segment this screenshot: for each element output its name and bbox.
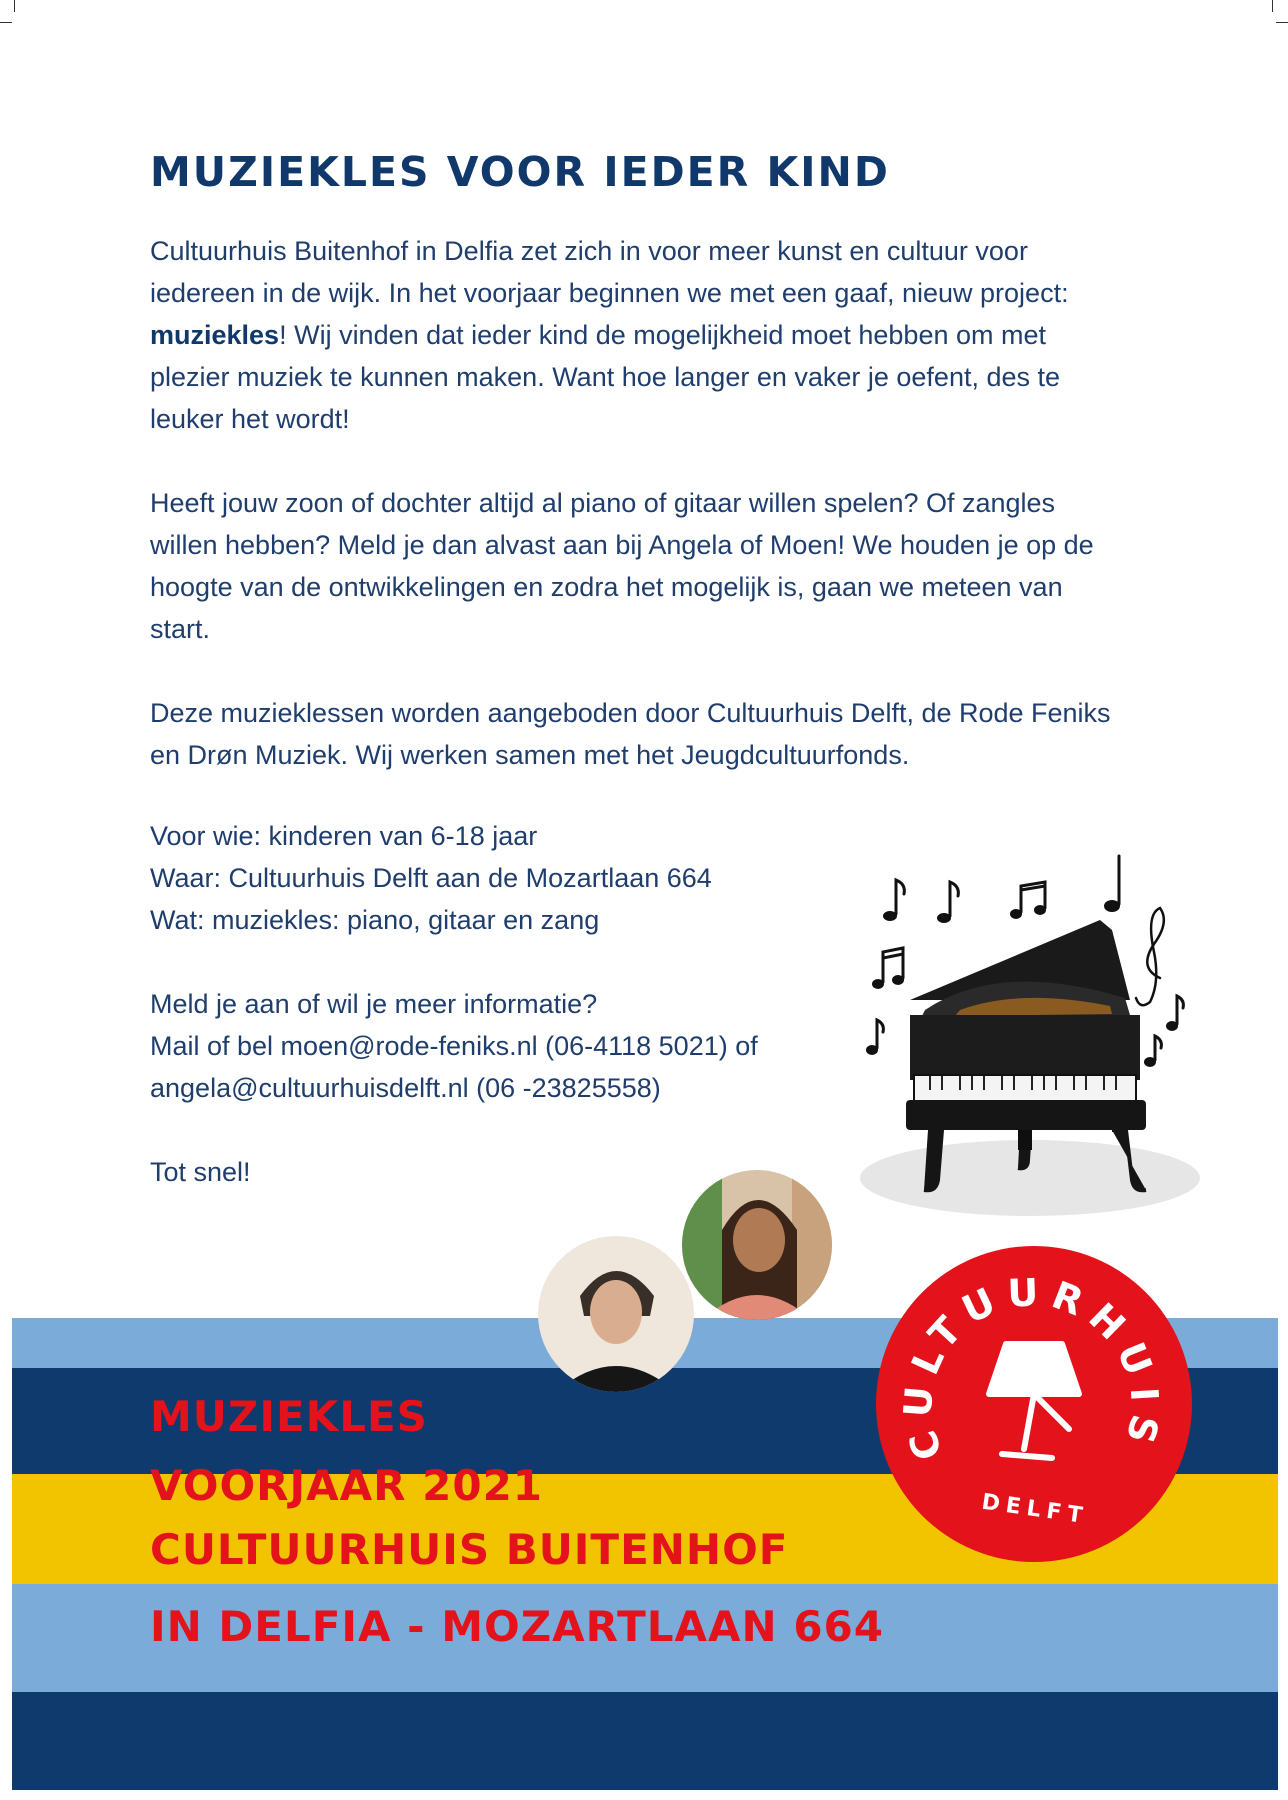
crop-mark — [1272, 0, 1273, 12]
crop-mark — [1276, 22, 1288, 23]
contact-question: Meld je aan of wil je meer informatie? — [150, 989, 598, 1019]
crop-mark — [14, 0, 15, 12]
intro-paragraph — [150, 230, 1130, 440]
intro-highlight: muziekles — [150, 320, 280, 350]
detail-voor-wie: Voor wie: kinderen van 6-18 jaar — [150, 821, 538, 851]
detail-waar: Waar: Cultuurhuis Delft aan de Mozartlaan 664 — [150, 863, 712, 893]
logo-sub-text: DELFT — [980, 1489, 1090, 1530]
footer-line-4: IN DELFIA - MOZARTLAAN 664 — [150, 1602, 884, 1651]
intro-text: Cultuurhuis Buitenhof in Delfia zet zich in voor meer kunst en cultuur voor iedereen in de wijk. In het voorjaar beginnen we met een gaaf, nieuw project: — [150, 236, 1069, 308]
piano-illustration — [850, 850, 1210, 1220]
detail-wat: Wat: muziekles: piano, gitaar en zang — [150, 905, 600, 935]
stripe-navy-2 — [12, 1692, 1278, 1790]
avatar — [682, 1170, 832, 1320]
intro-text-end: ! Wij vinden dat ieder kind de mogelijkheid moet hebben om met plezier muziek te kunnen maken. Want hoe langer en vaker je oefent, des te leuker het wordt! — [150, 320, 1061, 434]
signoff: Tot snel! — [150, 1157, 251, 1187]
cultuurhuis-logo — [874, 1244, 1194, 1564]
footer-line-3: CULTUURHUIS BUITENHOF — [150, 1525, 789, 1574]
footer-line-1: MUZIEKLES — [150, 1392, 428, 1441]
page-title: MUZIEKLES VOOR IEDER KIND — [150, 148, 890, 196]
logo-arc-text: CULTUURHUIS — [895, 1270, 1168, 1466]
partners-paragraph: Deze muzieklessen worden aangeboden door Cultuurhuis Delft, de Rode Feniks en Drøn Muziek. Wij werken samen met het Jeugdcultuurfonds. — [150, 698, 1111, 770]
contact-line-1: Mail of bel moen@rode-feniks.nl (06-4118 5021) of — [150, 1031, 758, 1061]
footer-line-2: VOORJAAR 2021 — [150, 1461, 544, 1510]
avatar — [538, 1236, 694, 1392]
contact-line-2: angela@cultuurhuisdelft.nl (06 -23825558) — [150, 1073, 661, 1103]
signup-paragraph: Heeft jouw zoon of dochter altijd al piano of gitaar willen spelen? Of zangles willen hebben? Meld je dan alvast aan bij Angela of Moen! We houden je op de hoogte van de ontwikkelingen en zodra het mogelijk is, gaan we meteen van start. — [150, 488, 1094, 644]
crop-mark — [0, 22, 12, 23]
